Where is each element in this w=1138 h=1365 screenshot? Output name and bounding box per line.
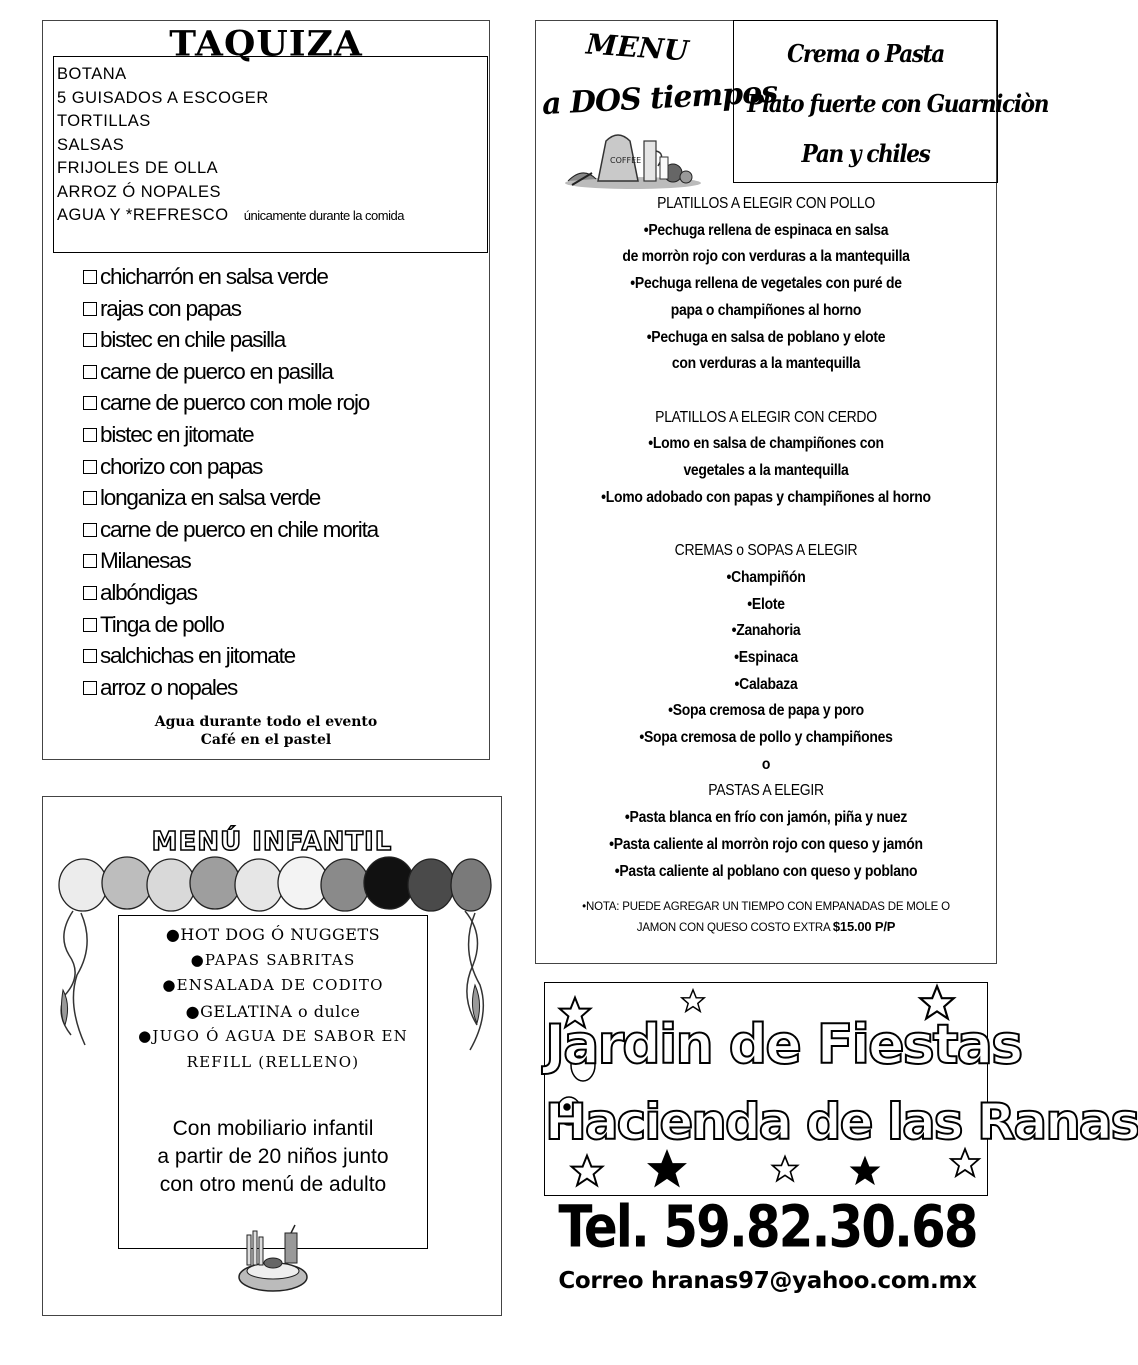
- guisado-label: chicharrón en salsa verde: [100, 264, 328, 289]
- infantil-menu-box: [118, 915, 428, 1249]
- checkbox-icon: [83, 428, 97, 442]
- guisado-option[interactable]: [83, 261, 378, 293]
- pasta-option: •Pasta caliente al morròn rojo con queso y jamón: [609, 835, 923, 853]
- mobiliario-note: [119, 1115, 427, 1199]
- pollo-option: de morròn rojo con verduras a la mantequilla: [622, 248, 910, 266]
- infantil-item: ●ENSALADA DE CODITO: [162, 976, 384, 994]
- guisados-list: [83, 261, 378, 703]
- infantil-title: MENÚ INFANTIL: [151, 827, 393, 857]
- guisado-option[interactable]: [83, 387, 378, 419]
- plato-fuerte-line: Plato fuerte con Guarniciòn: [747, 89, 1049, 118]
- checkbox-icon: [83, 554, 97, 568]
- guisado-label: Tinga de pollo: [100, 611, 224, 637]
- food-basket-illustration: [233, 1225, 313, 1295]
- agua-note: únicamente durante la comida: [243, 208, 404, 223]
- taquiza-footer-cafe: Café en el pastel: [200, 732, 332, 748]
- crema-line: Crema o Pasta: [787, 39, 944, 68]
- taquiza-title: TAQUIZA: [169, 24, 363, 64]
- guisado-option[interactable]: [83, 672, 378, 704]
- pollo-heading: PLATILLOS A ELEGIR CON POLLO: [657, 195, 875, 212]
- checkbox-icon: [83, 586, 97, 600]
- crema-option: •Zanahoria: [731, 622, 801, 640]
- guisado-label: rajas con papas: [100, 295, 241, 321]
- botana-item: FRIJOLES DE OLLA: [57, 159, 219, 177]
- guisado-label: albóndigas: [100, 579, 197, 605]
- cerdo-option: vegetales a la mantequilla: [683, 462, 849, 480]
- crema-option: •Espinaca: [734, 648, 798, 666]
- pollo-option: •Pechuga rellena de vegetales con puré de: [630, 275, 902, 293]
- guisado-option[interactable]: [83, 545, 378, 577]
- crema-option: •Champiñón: [726, 568, 806, 586]
- nota-line: [536, 917, 996, 938]
- menu-infantil-panel: [42, 796, 502, 1316]
- correo-email[interactable]: Correo hranas97@yahoo.com.mx: [558, 1268, 977, 1294]
- pasta-option: •Pasta blanca en frío con jamón, piña y nuez: [624, 809, 908, 827]
- guisado-label: chorizo con papas: [100, 453, 263, 479]
- guisado-option[interactable]: [83, 419, 378, 451]
- guisado-option[interactable]: [83, 577, 378, 609]
- infantil-item: ●JUGO Ó AGUA DE SABOR EN: [138, 1027, 408, 1045]
- checkbox-icon: [83, 649, 97, 663]
- pollo-option: con verduras a la mantequilla: [671, 355, 861, 373]
- checkbox-icon: [83, 491, 97, 505]
- guisado-label: salchichas en jitomate: [100, 643, 295, 669]
- botana-box: [53, 56, 488, 253]
- checkbox-icon: [83, 396, 97, 410]
- guisado-option[interactable]: [83, 640, 378, 672]
- checkbox-icon: [83, 618, 97, 632]
- pasta-option: •Pasta caliente al poblano con queso y poblano: [614, 862, 918, 880]
- pollo-option: •Pechuga en salsa de poblano y elote: [646, 328, 886, 346]
- infantil-item: ●HOT DOG Ó NUGGETS: [165, 925, 381, 944]
- guisado-label: longaniza en salsa verde: [100, 485, 321, 511]
- menu-dos-tiempos-panel: [535, 20, 1049, 964]
- jardin-line: Jardin de Fiestas: [545, 1013, 1022, 1076]
- botana-item: TORTILLAS: [57, 112, 151, 130]
- telefono[interactable]: Tel. 59.82.30.68: [558, 1193, 977, 1261]
- guisado-option[interactable]: [83, 451, 378, 483]
- guisado-label: bistec en chile pasilla: [100, 327, 286, 353]
- botana-item: SALSAS: [57, 135, 125, 154]
- checkbox-icon: [83, 333, 97, 347]
- pollo-option: •Pechuga rellena de espinaca en salsa: [643, 221, 889, 239]
- cerdo-option: •Lomo en salsa de champiñones con: [648, 435, 884, 453]
- guisado-label: carne de puerco con mole rojo: [100, 390, 370, 416]
- guisado-label: carne de puerco en chile morita: [100, 516, 378, 542]
- kitchen-illustration: [558, 111, 708, 196]
- crema-pasta-box: [733, 20, 1049, 183]
- hacienda-line: Hacienda de las Ranas: [545, 1093, 1138, 1151]
- cerdo-option: •Lomo adobado con papas y champiñones al horno: [601, 488, 931, 506]
- pollo-option: papa o champiñones al horno: [670, 301, 862, 319]
- botana-item: 5 GUISADOS A ESCOGER: [57, 88, 269, 107]
- crema-option: •Sopa cremosa de papa y poro: [668, 702, 864, 720]
- dos-tiempos-body: [536, 191, 996, 938]
- agua-label: AGUA Y *REFRESCO: [57, 206, 229, 224]
- guisado-label: bistec en jitomate: [100, 421, 254, 447]
- cerdo-heading: PLATILLOS A ELEGIR CON CERDO: [655, 408, 877, 426]
- guisado-option[interactable]: [83, 609, 378, 641]
- guisado-label: arroz o nopales: [100, 674, 238, 700]
- taquiza-footer-agua: Agua durante todo el evento: [154, 714, 378, 730]
- cremas-heading: CREMAS o SOPAS A ELEGIR: [674, 542, 858, 560]
- mobiliario-line: con otro menú de adulto: [159, 1173, 387, 1196]
- botana-item-agua: [57, 204, 487, 228]
- infantil-item: REFILL (RELLENO): [186, 1052, 360, 1071]
- jardin-banner: [544, 982, 1138, 1196]
- guisado-option[interactable]: [83, 356, 378, 388]
- o-separator: o: [761, 755, 771, 773]
- dos-tiempos-heading: a DOS tiempos: [541, 74, 778, 123]
- menu-heading: MENU: [584, 27, 690, 68]
- nota-price: $15.00 P/P: [832, 919, 896, 935]
- crema-option: •Sopa cremosa de pollo y champiñones: [639, 729, 893, 747]
- guisado-option[interactable]: [83, 514, 378, 546]
- taquiza-panel: [42, 20, 490, 760]
- pan-chiles-line: Pan y chiles: [801, 139, 930, 168]
- checkbox-icon: [83, 523, 97, 537]
- guisado-label: Milanesas: [100, 548, 191, 574]
- guisado-option[interactable]: [83, 482, 378, 514]
- infantil-item: ●PAPAS SABRITAS: [190, 950, 356, 969]
- checkbox-icon: [83, 270, 97, 284]
- checkbox-icon: [83, 681, 97, 695]
- infantil-item: ●GELATINA o dulce: [185, 1001, 361, 1021]
- checkbox-icon: [83, 460, 97, 474]
- crema-option: •Elote: [747, 595, 785, 613]
- mobiliario-line: a partir de 20 niños junto: [157, 1145, 389, 1168]
- nota-line: •NOTA: PUEDE AGREGAR UN TIEMPO CON EMPANADAS DE MOLE O: [582, 901, 950, 914]
- mobiliario-line: Con mobiliario infantil: [172, 1117, 374, 1140]
- coffee-label: COFFEE: [610, 156, 642, 165]
- checkbox-icon: [83, 365, 97, 379]
- botana-item: ARROZ Ó NOPALES: [57, 182, 221, 201]
- guisado-option[interactable]: [83, 324, 378, 356]
- checkbox-icon: [83, 302, 97, 316]
- pastas-heading: PASTAS A ELEGIR: [708, 782, 824, 800]
- guisado-option[interactable]: [83, 293, 378, 325]
- nota-text: JAMON CON QUESO COSTO EXTRA: [636, 922, 830, 935]
- guisado-label: carne de puerco en pasilla: [100, 358, 333, 384]
- botana-item: BOTANA: [57, 65, 127, 83]
- crema-option: •Calabaza: [734, 675, 798, 693]
